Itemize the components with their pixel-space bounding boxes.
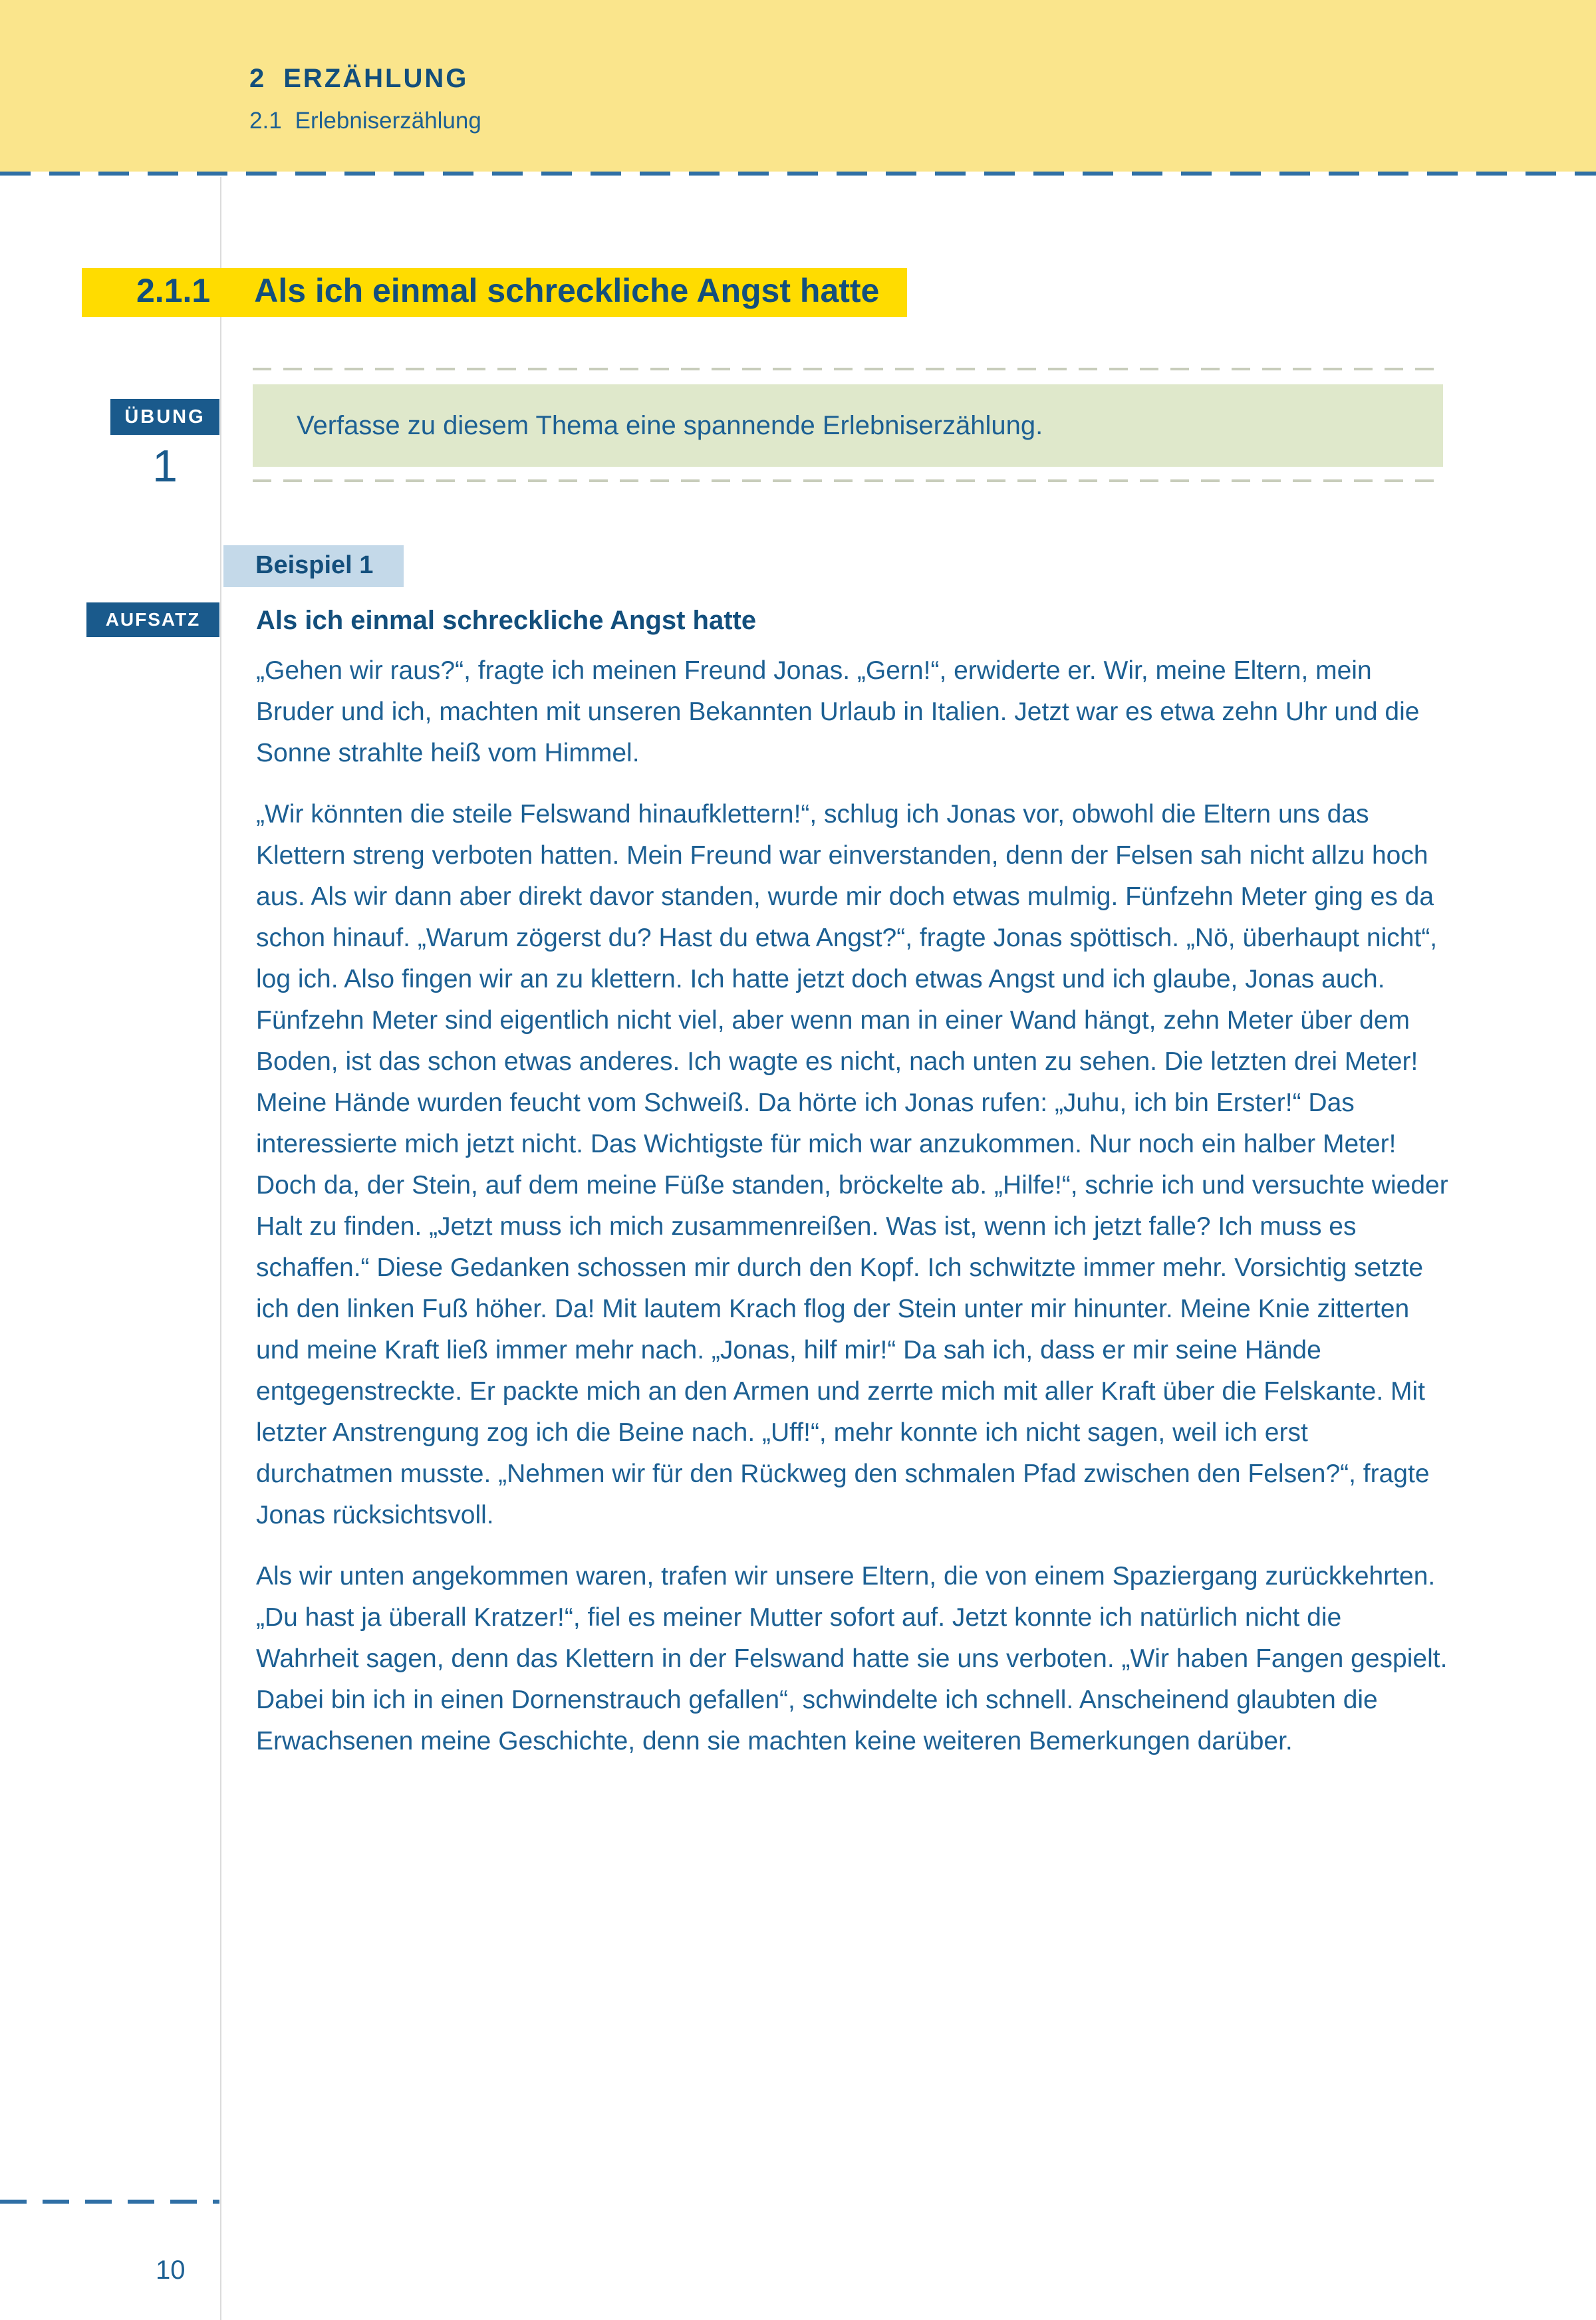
- task-text: Verfasse zu diesem Thema eine spannende Erlebniserzählung.: [297, 410, 1043, 440]
- essay-paragraph-2: „Wir könnten die steile Felswand hinaufklettern!“, schlug ich Jonas vor, obwohl die Eltern uns das Klettern streng verboten hatten. Mein Freund war einverstanden, denn der Felsen sah nicht allzu hoch aus. Als wir dann aber direkt davor standen, wurde mir doch etwas mulmig. Fünfzehn Meter ging es da schon hinauf. „Warum zögerst du? Hast du etwa Angst?“, fragte Jonas spöttisch. „Nö, überhaupt nicht“, log ich. Also fingen wir an zu klettern. Ich hatte jetzt doch etwas Angst und ich glaube, Jonas auch. Fünfzehn Meter sind eigentlich nicht viel, aber wenn man in einer Wand hängt, zehn Meter über dem Boden, ist das schon etwas anderes. Ich wagte es nicht, nach unten zu sehen. Die letzten drei Meter! Meine Hände wurden feucht vom Schweiß. Da hörte ich Jonas rufen: „Juhu, ich bin Erster!“ Das interessierte mich jetzt nicht. Das Wichtigste für mich war anzukommen. Nur noch ein halber Meter! Doch da, der Stein, auf dem meine Füße standen, bröckelte ab. „Hilfe!“, schrie ich und versuchte wieder Halt zu finden. „Jetzt muss ich mich zusammenreißen. Was ist, wenn ich jetzt falle? Ich muss es schaffen.“ Diese Gedanken schossen mir durch den Kopf. Ich schwitzte immer mehr. Vorsichtig setzte ich den linken Fuß höher. Da! Mit lautem Krach flog der Stein unter mir hinunter. Meine Knie zitterten und meine Kraft ließ immer mehr nach. „Jonas, hilf mir!“ Da sah ich, dass er mir seine Hände entgegenstreckte. Er packte mich an den Armen und zerrte mich mit aller Kraft über die Felskante. Mit letzter Anstrengung zog ich die Beine nach. „Uff!“, mehr konnte ich nicht sagen, weil ich erst durchatmen musste. „Nehmen wir für den Rückweg den schmalen Pfad zwischen den Felsen?“, fragte Jonas rücksichtsvoll.: [256, 800, 1448, 1529]
- section-heading-number: 2.1.1: [136, 272, 211, 309]
- chapter-number: 2: [249, 64, 267, 93]
- section-subheading: [249, 108, 481, 134]
- page-number: 10: [156, 2256, 186, 2285]
- chapter-title: ERZÄHLUNG: [283, 64, 469, 93]
- task-dashed-divider-top: [253, 368, 1443, 370]
- left-margin-rule: [220, 177, 221, 2320]
- chapter-heading: [249, 64, 468, 94]
- essay-label: AUFSATZ: [86, 602, 219, 637]
- section-title: Erlebniserzählung: [295, 108, 481, 134]
- exercise-number: 1: [152, 441, 178, 491]
- header-dashed-divider: [0, 172, 1596, 176]
- section-heading-highlight: [82, 268, 907, 317]
- page-header-band: [0, 0, 1596, 172]
- task-dashed-divider-bottom: [253, 479, 1443, 482]
- footer-dashed-divider: [0, 2200, 219, 2204]
- section-heading-text: Als ich einmal schreckliche Angst hatte: [254, 272, 880, 309]
- section-number: 2.1: [249, 108, 282, 134]
- essay-paragraph-3: Als wir unten angekommen waren, trafen wir unsere Eltern, die von einem Spaziergang zurückkehrten. „Du hast ja überall Kratzer!“, fiel es meiner Mutter sofort auf. Jetzt konnte ich natürlich nicht die Wahrheit sagen, denn das Klettern in der Felswand hatte sie uns verboten. „Wir haben Fangen gespielt. Dabei bin ich in einen Dornenstrauch gefallen“, schwindelte ich schnell. Anscheinend glaubten die Erwachsenen meine Geschichte, denn sie machten keine weiteren Bemerkungen darüber.: [256, 1562, 1448, 1755]
- task-box: [253, 384, 1443, 467]
- exercise-label: ÜBUNG: [110, 399, 219, 435]
- essay-body: [256, 604, 1450, 1782]
- essay-title: Als ich einmal schreckliche Angst hatte: [256, 606, 757, 635]
- example-label: Beispiel 1: [223, 545, 404, 587]
- essay-paragraph-1: „Gehen wir raus?“, fragte ich meinen Freund Jonas. „Gern!“, erwiderte er. Wir, meine Eltern, mein Bruder und ich, machten mit unseren Bekannten Urlaub in Italien. Jetzt war es etwa zehn Uhr und die Sonne strahlte heiß vom Himmel.: [256, 656, 1420, 767]
